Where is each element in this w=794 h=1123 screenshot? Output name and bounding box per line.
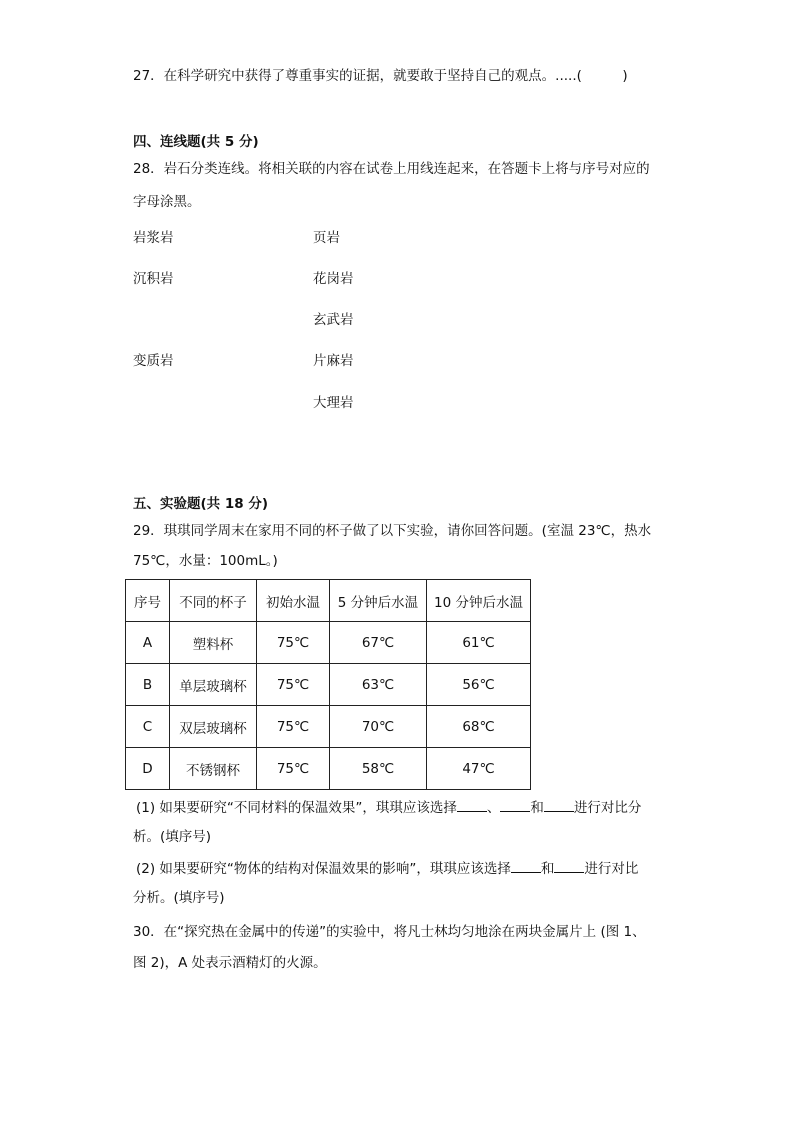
table-header-cell: 10 分钟后水温 — [427, 580, 531, 622]
sub-1-prompt: (1) 如果要研究“不同材料的保温效果”，琪琪应该选择 — [136, 800, 457, 816]
table-cell: B — [126, 664, 170, 706]
table-cell: 不锈钢杯 — [170, 748, 257, 790]
question-29-sub-2-line-2: 分析。(填序号) — [133, 890, 225, 906]
table-cell: C — [126, 706, 170, 748]
answer-blank[interactable] — [500, 797, 530, 812]
question-30-line-1: 30．在“探究热在金属中的传递”的实验中，将凡士林均匀地涂在两块金属片上 (图 1、 — [133, 924, 646, 940]
question-27: 27．在科学研究中获得了尊重事实的证据，就要敢于坚持自己的观点。.....( ) — [133, 68, 628, 84]
table-cell: 67℃ — [330, 622, 427, 664]
rock-category-metamorphic: 变质岩 — [133, 353, 174, 369]
separator: 和 — [540, 861, 555, 877]
table-cell: 75℃ — [257, 664, 330, 706]
question-29-sub-2 — [136, 858, 638, 879]
table-cell: 68℃ — [427, 706, 531, 748]
answer-blank[interactable] — [554, 858, 584, 873]
question-29-line-2: 75℃，水量：100mL。) — [133, 553, 278, 569]
rock-category-sedimentary: 沉积岩 — [133, 271, 174, 287]
sub-1-suffix: 进行对比分 — [573, 800, 642, 816]
rock-shale: 页岩 — [313, 230, 340, 246]
table-cell: 单层玻璃杯 — [170, 664, 257, 706]
table-cell: 塑料杯 — [170, 622, 257, 664]
table-cell: 61℃ — [427, 622, 531, 664]
rock-granite: 花岗岩 — [313, 271, 354, 287]
sub-2-prompt: (2) 如果要研究“物体的结构对保温效果的影响”，琪琪应该选择 — [136, 861, 511, 877]
table-header-cell: 序号 — [126, 580, 170, 622]
table-cell: 75℃ — [257, 622, 330, 664]
rock-basalt: 玄武岩 — [313, 312, 354, 328]
question-29-sub-1-line-2: 析。(填序号) — [133, 829, 212, 845]
rock-gneiss: 片麻岩 — [313, 353, 354, 369]
separator: 和 — [530, 800, 544, 816]
table-cell: 47℃ — [427, 748, 531, 790]
question-30-line-2: 图 2)，A 处表示酒精灯的火源。 — [133, 955, 327, 971]
table-header-cell: 5 分钟后水温 — [330, 580, 427, 622]
table-header-row — [126, 580, 531, 622]
table-cell: A — [126, 622, 170, 664]
table-header-cell: 不同的杯子 — [170, 580, 257, 622]
table-row — [126, 664, 531, 706]
question-28-line-2: 字母涂黑。 — [133, 194, 201, 210]
table-cell: 56℃ — [427, 664, 531, 706]
answer-blank[interactable] — [511, 858, 541, 873]
answer-blank[interactable] — [544, 797, 574, 812]
cup-temperature-table — [125, 579, 531, 790]
answer-blank[interactable] — [457, 797, 487, 812]
table-cell: D — [126, 748, 170, 790]
separator: 、 — [486, 800, 501, 816]
table-row — [126, 748, 531, 790]
rock-marble: 大理岩 — [313, 395, 354, 411]
table-cell: 75℃ — [257, 748, 330, 790]
question-29-sub-1 — [136, 797, 641, 818]
table-row — [126, 622, 531, 664]
question-29-line-1: 29．琪琪同学周末在家用不同的杯子做了以下实验，请你回答问题。(室温 23℃，热水 — [133, 523, 652, 539]
table-cell: 75℃ — [257, 706, 330, 748]
table-header-cell: 初始水温 — [257, 580, 330, 622]
table-cell: 70℃ — [330, 706, 427, 748]
table-cell: 58℃ — [330, 748, 427, 790]
section-5-title: 五、实验题(共 18 分) — [133, 496, 269, 512]
table-row — [126, 706, 531, 748]
table-cell: 双层玻璃杯 — [170, 706, 257, 748]
table-cell: 63℃ — [330, 664, 427, 706]
question-28-line-1: 28．岩石分类连线。将相关联的内容在试卷上用线连起来，在答题卡上将与序号对应的 — [133, 161, 650, 177]
sub-2-suffix: 进行对比 — [584, 861, 639, 877]
rock-category-igneous: 岩浆岩 — [133, 230, 174, 246]
section-4-title: 四、连线题(共 5 分) — [133, 134, 259, 150]
